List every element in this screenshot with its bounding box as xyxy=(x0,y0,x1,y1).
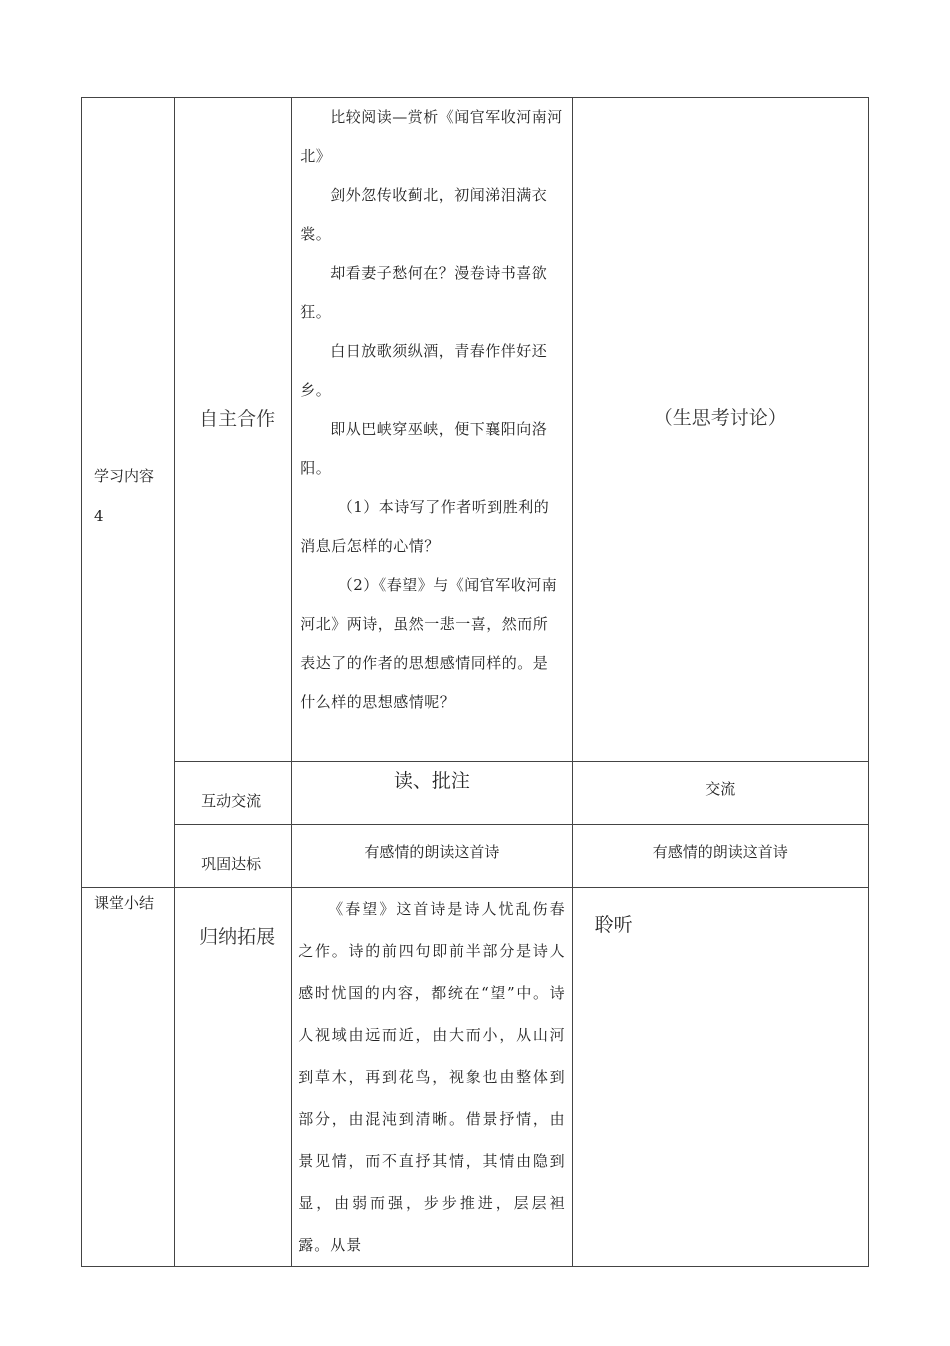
consolidate-label: 巩固达标 xyxy=(201,855,262,873)
question: （1）本诗写了作者听到胜利的消息后怎样的心情？ xyxy=(300,498,550,555)
summary-student-cell xyxy=(572,888,868,1267)
consolidate-student-cell xyxy=(572,825,868,888)
interact-student: 交流 xyxy=(705,780,736,798)
table-row-summary xyxy=(82,888,869,1267)
poem-cell xyxy=(292,98,572,762)
interact-label-cell xyxy=(175,762,292,825)
summary-label: 课堂小结 xyxy=(94,894,155,912)
summary-student: 聆听 xyxy=(594,914,633,936)
consolidate-student: 有感情的朗读这首诗 xyxy=(652,843,788,861)
question: （2）《春望》与《闻官军收河南河北》两诗，虽然一悲一喜，然而所表达了的作者的思想感情同样的。是什么样的思想感情呢？ xyxy=(300,576,558,711)
student-activity: （生思考讨论） xyxy=(653,407,787,429)
interact-label: 互动交流 xyxy=(201,792,262,810)
mode-cell xyxy=(175,98,292,762)
interact-student-cell xyxy=(572,762,868,825)
table-row-interact xyxy=(82,762,869,825)
poem-title: 比较阅读—赏析《闻官军收河南河北》 xyxy=(300,108,563,165)
summary-label-cell xyxy=(82,888,175,1267)
section-label-cell xyxy=(82,98,175,888)
summary-text-cell xyxy=(292,888,572,1267)
table-row-consolidate xyxy=(82,825,869,888)
poem-line: 白日放歌须纵酒，青春作伴好还乡。 xyxy=(300,342,548,399)
poem-line: 剑外忽传收蓟北，初闻涕泪满衣裳。 xyxy=(300,186,548,243)
mode-label: 自主合作 xyxy=(199,408,276,430)
summary-mode: 归纳拓展 xyxy=(199,926,276,948)
consolidate-teacher-cell xyxy=(292,825,572,888)
section-number: 4 xyxy=(94,507,104,525)
consolidate-label-cell xyxy=(175,825,292,888)
consolidate-teacher: 有感情的朗读这首诗 xyxy=(364,843,500,861)
student-activity-cell xyxy=(572,98,868,762)
interact-teacher: 读、批注 xyxy=(393,770,470,792)
poem-line: 即从巴峡穿巫峡，便下襄阳向洛阳。 xyxy=(300,420,548,477)
summary-mode-cell xyxy=(175,888,292,1267)
lesson-plan-table xyxy=(81,97,869,1267)
interact-teacher-cell xyxy=(292,762,572,825)
summary-text: 《春望》这首诗是诗人忧乱伤春之作。诗的前四句即前半部分是诗人感时忧国的内容，都统在“望”中。诗人视域由远而近，由大而小，从山河到草木，再到花鸟，视象也由整体到部分，由混沌到清晰。借景抒情，由景见情，而不直抒其情，其情由隐到显，由弱而强，步步推进，层层袒露。从景 xyxy=(298,900,566,1254)
section-label: 学习内容 xyxy=(94,467,155,485)
table-row-content4 xyxy=(82,98,869,762)
poem-line: 却看妻子愁何在？漫卷诗书喜欲狂。 xyxy=(300,264,548,321)
